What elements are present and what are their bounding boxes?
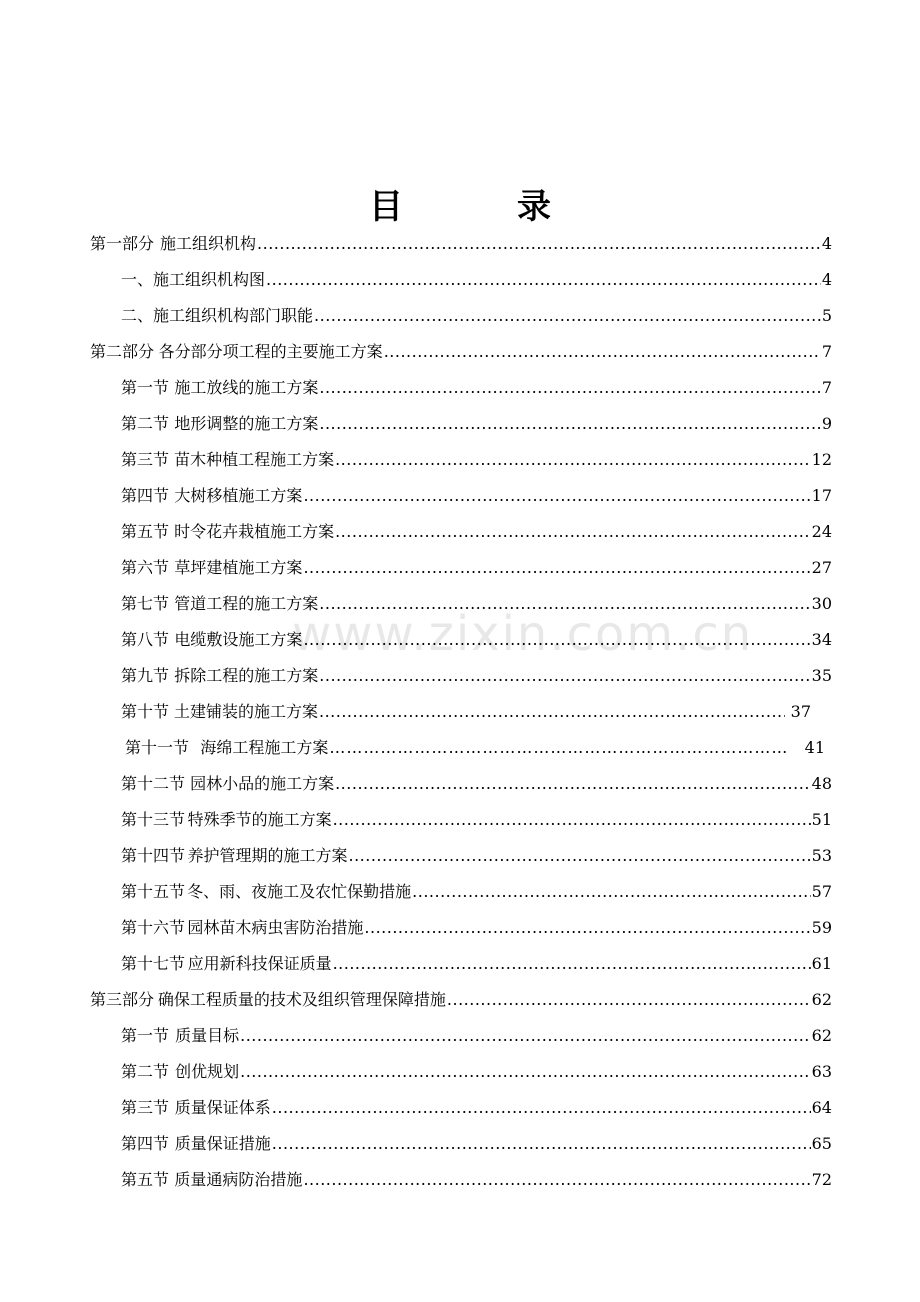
dot-leader: [303, 478, 810, 514]
toc-entry[interactable]: [121, 514, 832, 550]
toc-entry-number: 第五节: [121, 1170, 170, 1189]
toc-entry[interactable]: [121, 946, 832, 982]
toc-entry-number: 第三节: [121, 450, 170, 469]
toc-entry-page: 48: [811, 774, 832, 793]
dot-leader: [319, 694, 785, 730]
toc-entry-number: 第一节: [121, 1026, 170, 1045]
toc-entry-number: 第三部分: [90, 990, 155, 1009]
toc-entry[interactable]: [121, 694, 811, 730]
toc-entry-number: 第十六节: [121, 918, 186, 937]
toc-entry-page: 64: [811, 1098, 832, 1117]
toc-entry[interactable]: [121, 406, 832, 442]
toc-entry-number: 第九节: [121, 666, 170, 685]
toc-entry-page: 62: [811, 1026, 832, 1045]
toc-entry-text: 园林苗木病虫害防治措施: [187, 918, 364, 937]
toc-entry-page: 72: [811, 1170, 832, 1189]
toc-entry[interactable]: [121, 1054, 832, 1090]
toc-entry-text: 各分部分项工程的主要施工方案: [158, 342, 383, 361]
toc-entry-page: 4: [821, 234, 832, 253]
toc-entry[interactable]: [90, 334, 832, 370]
toc-entry-text: 土建铺装的施工方案: [173, 702, 318, 721]
toc-entry-number: 第四节: [121, 1134, 170, 1153]
toc-entry[interactable]: [121, 442, 832, 478]
toc-entry-number: 第二节: [121, 1062, 170, 1081]
toc-entry[interactable]: [121, 1090, 832, 1126]
toc-title: 目 录: [369, 187, 591, 227]
toc-entry[interactable]: [121, 1126, 832, 1162]
toc-entry-page: 5: [821, 306, 832, 325]
dot-leader: [319, 370, 820, 406]
dot-leader: [319, 586, 810, 622]
dot-leader: [447, 982, 811, 1018]
toc-entry[interactable]: [121, 1162, 832, 1198]
toc-entry-text: 质量通病防治措施: [174, 1170, 303, 1189]
toc-entry-number: 第十一节: [125, 738, 190, 757]
toc-entry-number: 第六节: [121, 558, 170, 577]
toc-entry-text: 二、施工组织机构部门职能: [121, 306, 314, 325]
toc-entry-page: 12: [811, 450, 832, 469]
toc-entry-text: 创优规划: [175, 1062, 240, 1081]
toc-entry-number: 第十三节: [121, 810, 186, 829]
toc-entry-number: 第十二节: [121, 774, 186, 793]
toc-entry-text: 冬、雨、夜施工及农忙保勤措施: [187, 882, 412, 901]
toc-entry[interactable]: [90, 982, 832, 1018]
toc-entry-text: 施工组织机构: [160, 234, 257, 253]
toc-entry-page: 61: [811, 954, 832, 973]
toc-entry-number: 第二节: [121, 414, 170, 433]
toc-entry[interactable]: [121, 550, 832, 586]
toc-entry-number: 第一部分: [90, 234, 155, 253]
dot-leader: [303, 622, 810, 658]
toc-entry-page: 4: [821, 270, 832, 289]
dot-leader: [384, 334, 821, 370]
toc-entry-number: 第三节: [121, 1098, 170, 1117]
toc-entry-page: 17: [811, 486, 832, 505]
toc-entry[interactable]: [121, 766, 832, 802]
toc-entry-page: 57: [811, 882, 832, 901]
toc-entry[interactable]: [121, 874, 832, 910]
toc-entry-page: 63: [811, 1062, 832, 1081]
toc-entry[interactable]: [121, 910, 832, 946]
toc-entry[interactable]: [121, 262, 832, 298]
toc-entry-text: 时令花卉栽植施工方案: [174, 522, 335, 541]
toc-entry-page: 7: [821, 342, 832, 361]
dot-leader: [329, 730, 790, 766]
toc-entry-page: 34: [811, 630, 832, 649]
toc-entry-text: 草坪建植施工方案: [174, 558, 303, 577]
toc-entry[interactable]: [121, 298, 832, 334]
toc-entry-text: 应用新科技保证质量: [187, 954, 332, 973]
dot-leader: [335, 442, 811, 478]
toc-entry-page: 24: [811, 522, 832, 541]
toc-entry-text: 大树移植施工方案: [174, 486, 303, 505]
toc-entry-text: 管道工程的施工方案: [174, 594, 319, 613]
dot-leader: [319, 658, 810, 694]
toc-entry-page: 59: [811, 918, 832, 937]
toc-entry-page: 62: [811, 990, 832, 1009]
toc-entry-text: 质量目标: [175, 1026, 240, 1045]
toc-entry-number: 第五节: [121, 522, 170, 541]
toc-entry-text: 施工放线的施工方案: [174, 378, 319, 397]
toc-entry[interactable]: [121, 622, 832, 658]
dot-leader: [335, 514, 811, 550]
toc-entry-page: 9: [821, 414, 832, 433]
dot-leader: [333, 946, 811, 982]
toc-entry-page: 7: [821, 378, 832, 397]
toc-entry-number: 第十节: [121, 702, 170, 721]
toc-entry[interactable]: [90, 226, 832, 262]
toc-entry-number: 第十四节: [121, 846, 186, 865]
dot-leader: [319, 406, 820, 442]
dot-leader: [257, 226, 821, 262]
dot-leader: [412, 874, 810, 910]
toc-entry-text: 海绵工程施工方案: [200, 738, 329, 757]
toc-entry-number: 第八节: [121, 630, 170, 649]
toc-entry-page: 51: [811, 810, 832, 829]
dot-leader: [272, 1090, 811, 1126]
toc-entry[interactable]: [121, 586, 832, 622]
toc-entry-number: 第十七节: [121, 954, 186, 973]
toc-entry-text: 拆除工程的施工方案: [174, 666, 319, 685]
dot-leader: [240, 1054, 811, 1090]
dot-leader: [333, 802, 811, 838]
toc-entry-text: 一、施工组织机构图: [121, 270, 266, 289]
toc-entry-number: 第七节: [121, 594, 170, 613]
toc-entry[interactable]: [121, 658, 832, 694]
toc-entry[interactable]: [125, 730, 825, 766]
toc-entry-page: 53: [811, 846, 832, 865]
toc-entry[interactable]: [121, 1018, 832, 1054]
toc-entry-page: 27: [811, 558, 832, 577]
toc-entry-text: 确保工程质量的技术及组织管理保障措施: [157, 990, 446, 1009]
toc-entry-text: 园林小品的施工方案: [190, 774, 335, 793]
toc-entry-text: 地形调整的施工方案: [174, 414, 319, 433]
dot-leader: [314, 298, 821, 334]
dot-leader: [303, 550, 810, 586]
toc-entry-page: 30: [811, 594, 832, 613]
toc-entry[interactable]: [121, 838, 832, 874]
toc-entry-text: 电缆敷设施工方案: [174, 630, 303, 649]
toc-entry-page: 41: [804, 738, 825, 757]
dot-leader: [240, 1018, 811, 1054]
toc-entry-text: 特殊季节的施工方案: [187, 810, 332, 829]
watermark: www.zixin.com.cn: [292, 606, 754, 662]
toc-entry-page: 35: [811, 666, 832, 685]
toc-entry-page: 37: [790, 702, 811, 721]
toc-entry-text: 质量保证体系: [174, 1098, 271, 1117]
toc-entry-page: 65: [811, 1134, 832, 1153]
toc-entry-number: 第二部分: [90, 342, 155, 361]
toc-entry[interactable]: [121, 478, 832, 514]
dot-leader: [303, 1162, 810, 1198]
dot-leader: [266, 262, 821, 298]
toc-entry-text: 苗木种植工程施工方案: [174, 450, 335, 469]
toc-entry[interactable]: [121, 802, 832, 838]
dot-leader: [335, 766, 811, 802]
dot-leader: [364, 910, 810, 946]
toc-entry-number: 第一节: [121, 378, 170, 397]
toc-entry-text: 质量保证措施: [174, 1134, 271, 1153]
toc-entry-number: 第四节: [121, 486, 170, 505]
toc-entry-text: 养护管理期的施工方案: [187, 846, 348, 865]
toc-entry[interactable]: [121, 370, 832, 406]
dot-leader: [272, 1126, 811, 1162]
toc-entry-number: 第十五节: [121, 882, 186, 901]
dot-leader: [349, 838, 811, 874]
